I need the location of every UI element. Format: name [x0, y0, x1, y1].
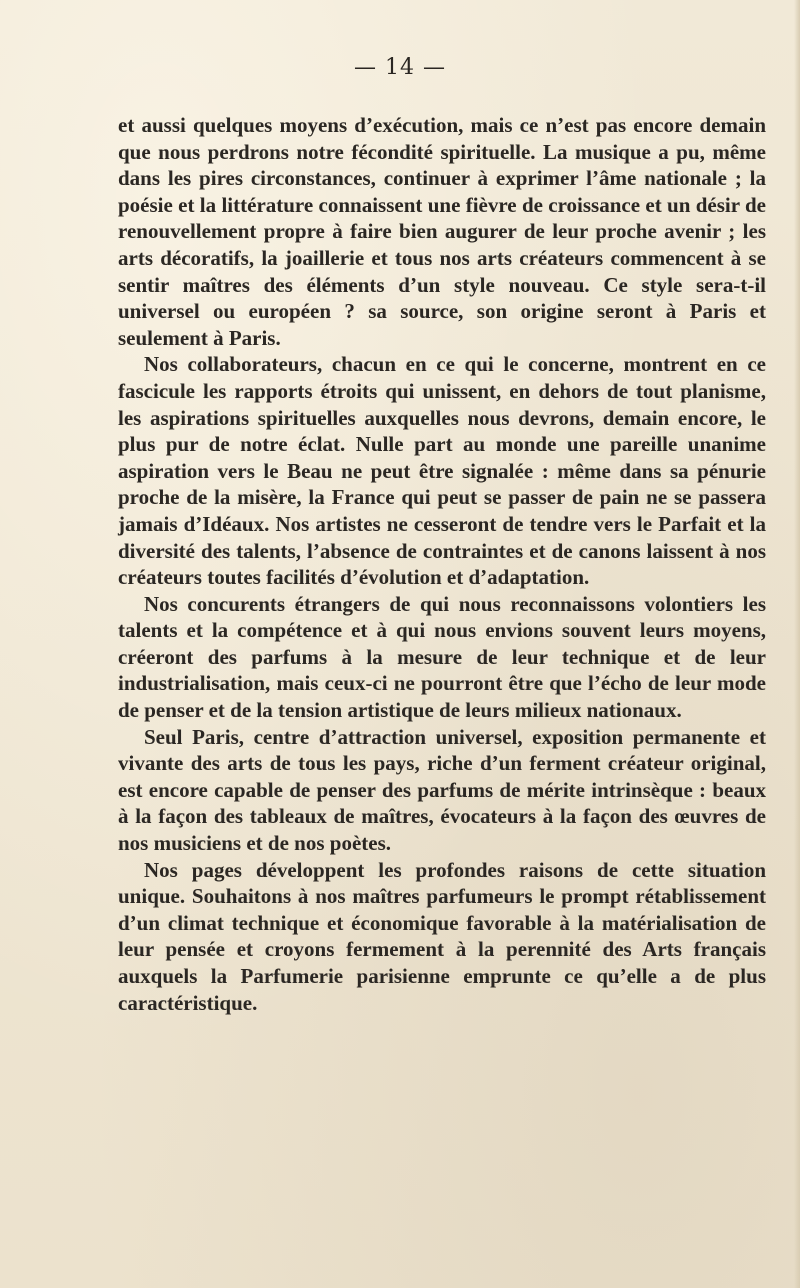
page-number: — 14 — [354, 55, 446, 80]
paragraph-1: et aussi quelques moyens d’exécution, mais ce n’est pas encore demain que nous perdrons notre fécondité spirituelle. La musique a pu, même dans les pires circonstances, continuer à exprimer l’âme nationale ; la poésie et la littérature connaissent une fièvre de croissance et un désir de renouvellement propre à faire bien augurer de leur proche avenir ; les arts décoratifs, la joaillerie et tous nos arts créateurs commencent à se sentir maîtres des éléments d’un style nouveau. Ce style sera-t-il universel ou européen ? sa source, son origine seront à Paris et seulement à Paris. [118, 113, 766, 350]
paragraph-5: Nos pages développent les profondes raisons de cette situation unique. Souhaitons à nos maîtres parfumeurs le prompt rétablissement d’un climat technique et économique favorable à la matérialisation de leur pensée et croyons fermement à la perennité des Arts français auxquels la Parfumerie parisienne emprunte ce qu’elle a de plus caractéristique. [118, 857, 766, 1015]
paragraph-2: Nos collaborateurs, chacun en ce qui le concerne, montrent en ce fascicule les rapports étroits qui unissent, en dehors de tout planisme, les aspirations spirituelles auxquelles nous devrons, demain encore, le plus pur de notre éclat. Nulle part au monde une pareille unanime aspiration vers le Beau ne peut être signalée : même dans sa pénurie proche de la misère, la France qui peut se passer de pain ne se passera jamais d’Idéaux. Nos artistes ne cesseront de tendre vers le Parfait et la diversité des talents, l’absence de contraintes et de canons laissent à nos créateurs toutes facilités d’évolution et d’adaptation. [118, 352, 766, 590]
paragraph-4: Seul Paris, centre d’attraction universel, exposition permanente et vivante des arts de tous les pays, riche d’un ferment créateur original, est encore capable de penser des parfums de mérite intrinsèque : beaux à la façon des tableaux de maîtres, évocateurs à la façon des œuvres de nos musiciens et de nos poètes. [118, 724, 766, 856]
body-text [118, 112, 766, 1016]
paragraph-3: Nos concurents étrangers de qui nous reconnaissons volontiers les talents et la compétence et à qui nous envions souvent leurs moyens, créeront des parfums à la mesure de leur technique et de leur industrialisation, mais ceux-ci ne pourront être que l’écho de leur mode de penser et de la tension artistique de leurs milieux nationaux. [118, 591, 766, 723]
page-edge-shadow [794, 0, 800, 1288]
